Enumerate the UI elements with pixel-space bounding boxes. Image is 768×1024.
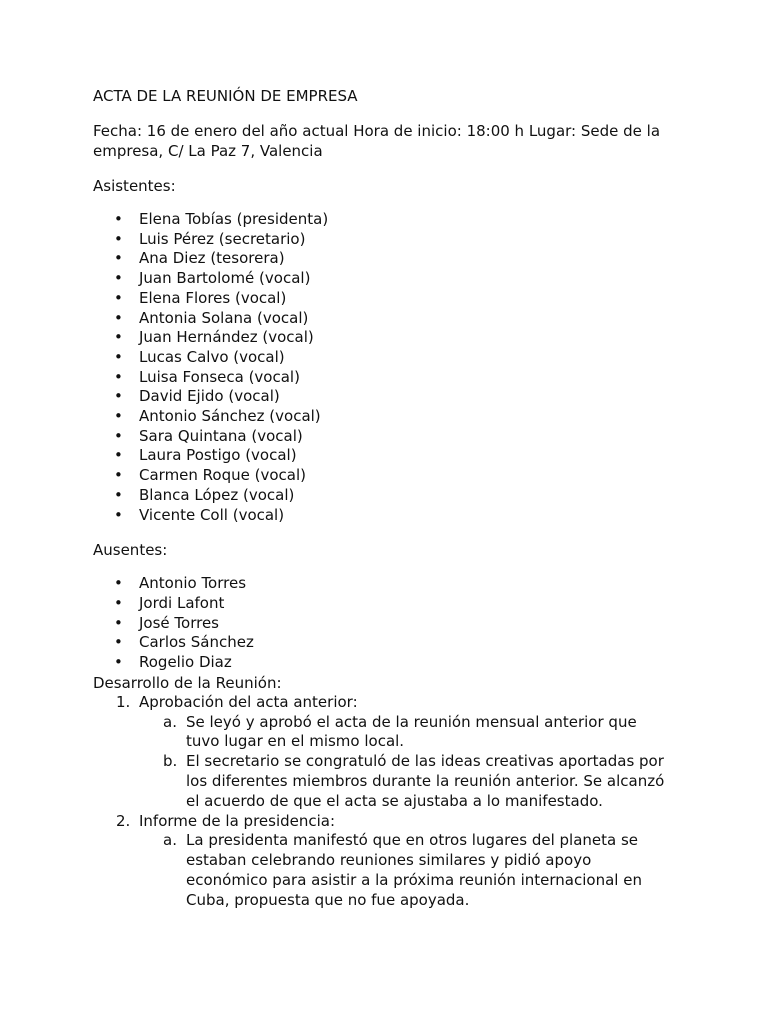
asistente-item-text: Ana Diez (tesorera) — [139, 249, 285, 268]
bullet-icon: • — [114, 574, 123, 593]
asistente-item — [93, 368, 673, 388]
agenda-subpoint-text: El secretario se congratuló de las ideas creativas aportadas por los diferentes miembros durante la reunión anterior. Se alcanzó el acuerdo de que el acta se ajustaba a lo manifestado. — [186, 752, 665, 810]
asistente-item-text: David Ejido (vocal) — [139, 387, 280, 406]
bullet-icon: • — [114, 387, 123, 406]
asistente-item-text: Elena Flores (vocal) — [139, 288, 287, 307]
asistentes-list — [93, 210, 673, 525]
ausente-item — [93, 653, 673, 673]
asistente-item-text: Sara Quintana (vocal) — [139, 426, 303, 445]
asistente-item-text: Antonia Solana (vocal) — [139, 308, 309, 327]
bullet-icon: • — [114, 593, 123, 612]
bullet-icon: • — [114, 308, 123, 327]
bullet-icon: • — [114, 249, 123, 268]
asistente-item-text: Luis Pérez (secretario) — [139, 229, 306, 248]
asistente-item — [93, 387, 673, 407]
bullet-icon: • — [114, 466, 123, 485]
ausente-item — [93, 614, 673, 634]
desarrollo-label: Desarrollo de la Reunión: — [93, 673, 282, 692]
asistente-item — [93, 210, 673, 230]
asistente-item — [93, 466, 673, 486]
agenda-subpoint-letter: b. — [163, 752, 178, 771]
asistente-item — [93, 348, 673, 368]
ausente-item-text: Carlos Sánchez — [139, 633, 254, 652]
document-title: ACTA DE LA REUNIÓN DE EMPRESA — [93, 87, 358, 105]
bullet-icon: • — [114, 328, 123, 347]
asistente-item — [93, 289, 673, 309]
ausente-item — [93, 633, 673, 653]
agenda-subpoints — [139, 831, 673, 910]
bullet-icon: • — [114, 367, 123, 386]
agenda-point-title: Aprobación del acta anterior: — [139, 692, 358, 711]
agenda-subpoint-letter: a. — [163, 831, 177, 850]
bullet-icon: • — [114, 426, 123, 445]
ausente-item-text: José Torres — [139, 613, 219, 632]
ausente-item-text: Antonio Torres — [139, 574, 247, 593]
bullet-icon: • — [114, 210, 123, 228]
bullet-icon: • — [114, 613, 123, 632]
asistente-item — [93, 230, 673, 250]
agenda-subpoint — [139, 713, 673, 753]
bullet-icon: • — [114, 633, 123, 652]
asistente-item-text: Elena Tobías (presidenta) — [139, 210, 329, 228]
agenda-point — [93, 812, 673, 911]
agenda-list — [93, 693, 673, 911]
ausente-item — [93, 594, 673, 614]
asistente-item — [93, 446, 673, 466]
agenda-point-title: Informe de la presidencia: — [139, 811, 336, 830]
agenda-subpoint-text: Se leyó y aprobó el acta de la reunión mensual anterior que tuvo lugar en el mismo local. — [186, 712, 637, 751]
bullet-icon: • — [114, 505, 123, 524]
agenda-subpoint — [139, 831, 673, 910]
asistente-item-text: Antonio Sánchez (vocal) — [139, 407, 321, 426]
ausente-item — [93, 574, 673, 594]
asistente-item-text: Luisa Fonseca (vocal) — [139, 367, 300, 386]
bullet-icon: • — [114, 269, 123, 288]
asistente-item — [93, 249, 673, 269]
asistente-item-text: Lucas Calvo (vocal) — [139, 347, 285, 366]
asistente-item-text: Juan Bartolomé (vocal) — [139, 269, 311, 288]
agenda-point-number: 2. — [116, 811, 131, 830]
ausentes-label: Ausentes: — [93, 541, 168, 560]
asistente-item — [93, 328, 673, 348]
agenda-subpoint-letter: a. — [163, 712, 177, 731]
asistente-item — [93, 506, 673, 526]
agenda-subpoints — [139, 713, 673, 812]
document-page — [93, 86, 673, 911]
asistente-item-text: Juan Hernández (vocal) — [139, 328, 314, 347]
asistente-item-text: Vicente Coll (vocal) — [139, 505, 285, 524]
ausente-item-text: Jordi Lafont — [139, 593, 225, 612]
agenda-subpoint — [139, 752, 673, 811]
bullet-icon: • — [114, 446, 123, 465]
bullet-icon: • — [114, 347, 123, 366]
asistente-item — [93, 407, 673, 427]
asistente-item — [93, 427, 673, 447]
asistente-item-text: Blanca López (vocal) — [139, 485, 295, 504]
bullet-icon: • — [114, 485, 123, 504]
agenda-point — [93, 693, 673, 812]
bullet-icon: • — [114, 288, 123, 307]
asistente-item — [93, 486, 673, 506]
meeting-details: Fecha: 16 de enero del año actual Hora de inicio: 18:00 h Lugar: Sede de la empresa, C/ La Paz 7, Valencia — [93, 122, 661, 160]
bullet-icon: • — [114, 653, 123, 672]
agenda-point-number: 1. — [116, 692, 131, 711]
asistente-item — [93, 269, 673, 289]
asistente-item-text: Carmen Roque (vocal) — [139, 466, 306, 485]
agenda-subpoint-text: La presidenta manifestó que en otros lugares del planeta se estaban celebrando reuniones similares y pidió apoyo económico para asistir a la próxima reunión internacional en Cuba, propuesta que no fue apoyada. — [186, 831, 642, 909]
asistente-item-text: Laura Postigo (vocal) — [139, 446, 297, 465]
asistentes-label: Asistentes: — [93, 177, 176, 195]
bullet-icon: • — [114, 407, 123, 426]
asistente-item — [93, 309, 673, 329]
ausente-item-text: Rogelio Diaz — [139, 653, 232, 672]
bullet-icon: • — [114, 229, 123, 248]
ausentes-list — [93, 574, 673, 673]
